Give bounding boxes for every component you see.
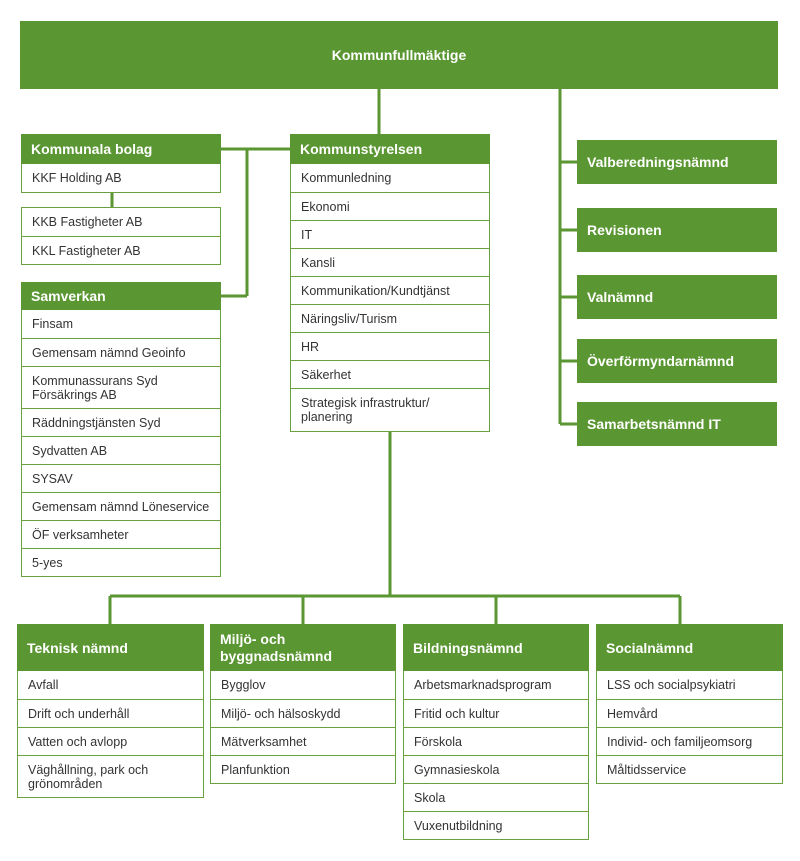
list-item: HR bbox=[291, 332, 489, 360]
list-item: Kommunassurans Syd Försäkrings AB bbox=[22, 366, 220, 408]
list-item: Individ- och familjeomsorg bbox=[597, 727, 782, 755]
list-item: Bygglov bbox=[221, 678, 266, 692]
list-item: Avfall bbox=[28, 678, 59, 692]
teknisk-namnd-list bbox=[17, 671, 204, 798]
list-item: Gemensam nämnd Löneservice bbox=[22, 492, 220, 520]
list-item: Miljö- och hälsoskydd bbox=[211, 699, 395, 727]
samverkan-title: Samverkan bbox=[31, 288, 106, 304]
list-item: IT bbox=[291, 220, 489, 248]
list-item: Sydvatten AB bbox=[22, 436, 220, 464]
teknisk-namnd-header: Teknisk nämnd bbox=[17, 624, 204, 671]
kommunstyrelsen-title: Kommunstyrelsen bbox=[300, 141, 423, 157]
list-item: Mätverksamhet bbox=[211, 727, 395, 755]
list-item: Kommunikation/Kundtjänst bbox=[291, 276, 489, 304]
bildningsnamnd-header: Bildningsnämnd bbox=[403, 624, 589, 671]
list-item: Vuxenutbildning bbox=[404, 811, 588, 839]
list-item: Skola bbox=[404, 783, 588, 811]
kommunala-bolag-title: Kommunala bolag bbox=[31, 141, 153, 157]
list-item: Drift och underhåll bbox=[18, 699, 203, 727]
list-item: LSS och socialpsykiatri bbox=[607, 678, 736, 692]
list-item: Gymnasieskola bbox=[404, 755, 588, 783]
list-item: KKB Fastigheter AB bbox=[32, 215, 143, 229]
kommunala-bolag-list bbox=[21, 207, 221, 265]
kommunfullmaktige-header bbox=[20, 21, 778, 89]
list-item: Kommunledning bbox=[301, 171, 392, 185]
socialnamnd-list bbox=[596, 671, 783, 784]
list-item: Strategisk infrastruktur/ planering bbox=[291, 388, 489, 431]
kommunstyrelsen-header bbox=[290, 134, 490, 164]
miljo-och-byggnadsnamnd-list bbox=[210, 671, 396, 784]
kommunfullmaktige-title: Kommunfullmäktige bbox=[331, 47, 467, 63]
kommunala-bolag-holding-box bbox=[21, 164, 221, 193]
list-item: Kansli bbox=[291, 248, 489, 276]
list-item: Näringsliv/Turism bbox=[291, 304, 489, 332]
list-item: KKF Holding AB bbox=[32, 171, 122, 185]
side-board-valberedningsnamnd: Valberedningsnämnd bbox=[577, 140, 777, 184]
list-item: Fritid och kultur bbox=[404, 699, 588, 727]
list-item: Räddningstjänsten Syd bbox=[22, 408, 220, 436]
list-item: Ekonomi bbox=[291, 192, 489, 220]
side-board-overformyndarnamnd: Överförmyndarnämnd bbox=[577, 339, 777, 383]
list-item: ÖF verksamheter bbox=[22, 520, 220, 548]
list-item: Finsam bbox=[32, 317, 73, 331]
list-item: KKL Fastigheter AB bbox=[22, 236, 220, 264]
samverkan-header bbox=[21, 282, 221, 310]
list-item: Måltidsservice bbox=[597, 755, 782, 783]
list-item: 5-yes bbox=[22, 548, 220, 576]
list-item: Vatten och avlopp bbox=[18, 727, 203, 755]
side-board-valnamnd: Valnämnd bbox=[577, 275, 777, 319]
side-board-samarbetsnamnd-it: Samarbetsnämnd IT bbox=[577, 402, 777, 446]
kommunstyrelsen-list bbox=[290, 164, 490, 432]
list-item: Förskola bbox=[404, 727, 588, 755]
list-item: SYSAV bbox=[22, 464, 220, 492]
list-item: Planfunktion bbox=[211, 755, 395, 783]
list-item: Hemvård bbox=[597, 699, 782, 727]
side-board-revisionen: Revisionen bbox=[577, 208, 777, 252]
list-item: Säkerhet bbox=[291, 360, 489, 388]
socialnamnd-header: Socialnämnd bbox=[596, 624, 783, 671]
miljo-och-byggnadsnamnd-header: Miljö- och byggnadsnämnd bbox=[210, 624, 396, 671]
list-item: Gemensam nämnd Geoinfo bbox=[22, 338, 220, 366]
list-item: Arbetsmarknadsprogram bbox=[414, 678, 552, 692]
list-item: Väghållning, park och grönområden bbox=[18, 755, 203, 797]
samverkan-list bbox=[21, 310, 221, 577]
bildningsnamnd-list bbox=[403, 671, 589, 840]
kommunala-bolag-header bbox=[21, 134, 221, 164]
